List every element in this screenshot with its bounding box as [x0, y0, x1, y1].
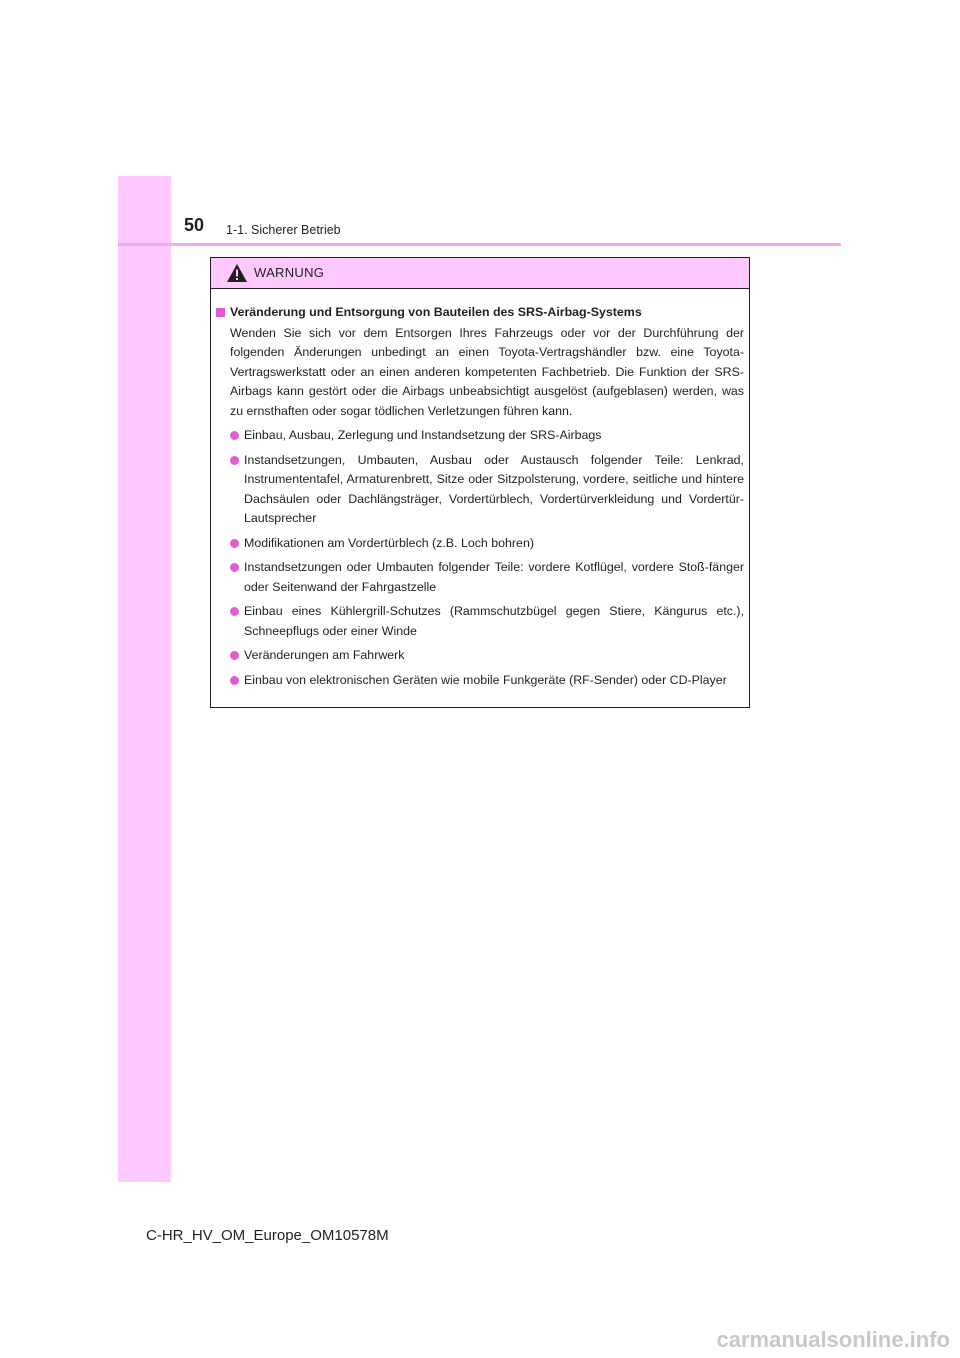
warning-intro: Wenden Sie sich vor dem Entsorgen Ihres Fahrzeugs oder vor der Durchführung der folgenden Änderungen unbedingt an einen Toyota-Vertragshändler bzw. eine Toyota-Vertragswerkstatt oder an einen anderen kompetenten Fachbetrieb. Die Funktion der SRS-Airbags kann gestört oder die Airbags unbeabsichtigt ausgelöst (aufgeblasen) werden, was zu ernsthaften oder sogar tödlichen Verletzungen führen kann.	[230, 325, 744, 418]
list-item-text: Instandsetzungen, Umbauten, Ausbau oder Austausch folgender Teile: Lenkrad, Instrumententafel, Armaturenbrett, Sitze oder Sitzpolsterung, vordere, seitliche und hintere Dachsäulen oder Dachlängsträger, Vordertürblech, Vordertürverkleidung und Vordertür-Lautsprecher	[244, 452, 744, 525]
side-tab-band	[118, 176, 171, 1182]
list-item	[215, 671, 744, 691]
list-item-text: Einbau, Ausbau, Zerlegung und Instandsetzung der SRS-Airbags	[244, 428, 602, 442]
list-item	[215, 534, 744, 554]
bullet-dot-icon	[230, 563, 239, 572]
page-number: 50	[184, 215, 205, 235]
header-divider	[118, 243, 841, 246]
list-item	[215, 558, 744, 597]
list-item-text: Modifikationen am Vordertürblech (z.B. Loch bohren)	[244, 535, 534, 550]
warning-triangle-icon	[226, 263, 248, 283]
list-item-text: Einbau von elektronischen Geräten wie mobile Funkgeräte (RF-Sender) oder CD-Player	[244, 672, 727, 687]
list-item	[215, 426, 744, 446]
warning-label: WARNUNG	[254, 265, 325, 280]
bullet-dot-icon	[230, 651, 239, 660]
list-item	[215, 646, 744, 666]
document-code: C-HR_HV_OM_Europe_OM10578M	[146, 1227, 389, 1244]
warning-header	[211, 258, 749, 289]
warning-body	[211, 289, 749, 690]
list-item-text: Veränderungen am Fahrwerk	[244, 648, 405, 662]
bullet-dot-icon	[230, 539, 239, 548]
bullet-dot-icon	[230, 676, 239, 685]
warning-subheading-text: Veränderung und Entsorgung von Bauteilen des SRS-Airbag-Systems	[230, 305, 642, 319]
list-item	[215, 451, 744, 529]
list-item-text: Einbau eines Kühlergrill-Schutzes (Rammschutzbügel gegen Stiere, Kängurus etc.), Schneepflugs oder einer Winde	[244, 604, 744, 638]
bullet-dot-icon	[230, 431, 239, 440]
bullet-dot-icon	[230, 607, 239, 616]
warning-box	[210, 257, 750, 708]
square-bullet-icon	[216, 308, 225, 317]
watermark: carmanualsonline.info	[716, 1327, 950, 1352]
list-item	[215, 602, 744, 641]
list-item-text: Instandsetzungen oder Umbauten folgender Teile: vordere Kotflügel, vordere Stoß-fänger oder Seitenwand der Fahrgastzelle	[244, 560, 744, 594]
bullet-dot-icon	[230, 456, 239, 465]
warning-subheading	[215, 303, 744, 323]
section-title: 1-1. Sicherer Betrieb	[226, 223, 341, 237]
